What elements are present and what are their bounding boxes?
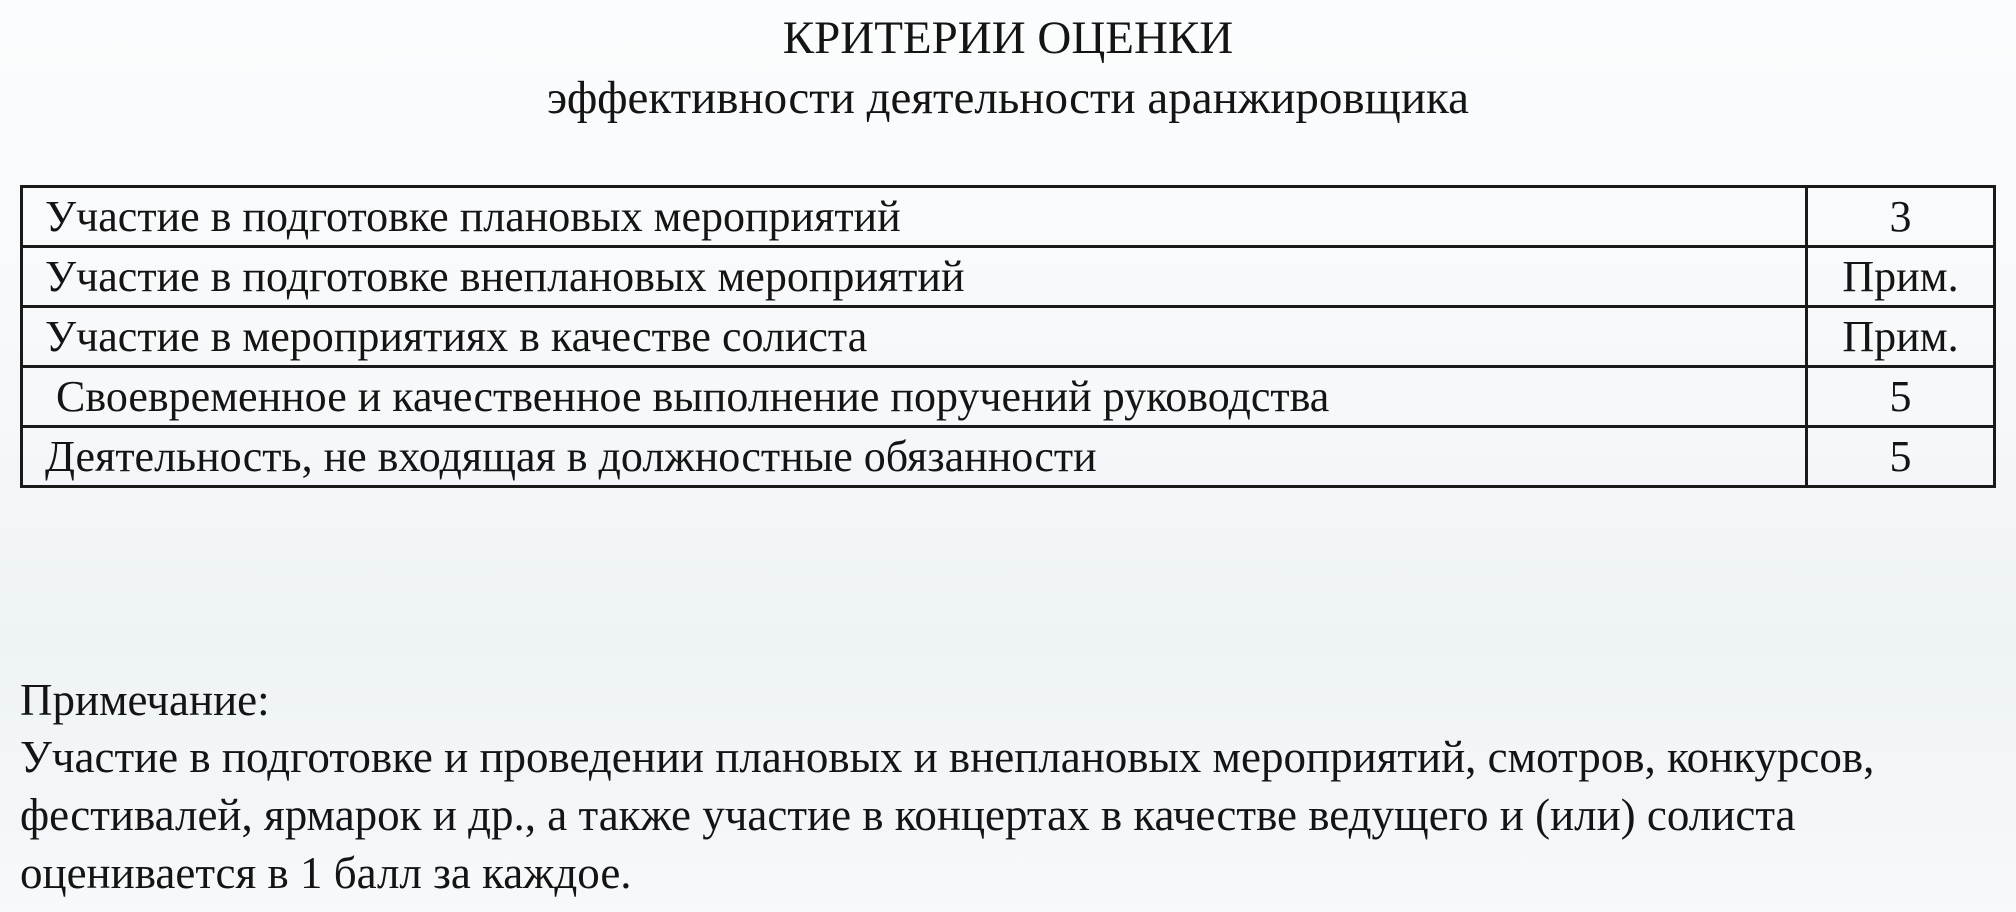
criterion-cell: Участие в мероприятиях в качестве солиста: [22, 307, 1807, 367]
table-row: [22, 427, 1995, 487]
document-title: КРИТЕРИИ ОЦЕНКИ: [782, 12, 1234, 64]
table-row: [22, 367, 1995, 427]
note-text: Участие в подготовке и проведении плановых и внеплановых мероприятий, смотров, конкурсов, фестивалей, ярмарок и др., а также участие в концертах в качестве ведущего и (или) солиста оценивается в 1 балл за каждое.: [20, 732, 1875, 898]
criteria-table: [20, 185, 1996, 488]
criterion-cell: Участие в подготовке внеплановых мероприятий: [22, 247, 1807, 307]
score-cell: 5: [1807, 427, 1995, 487]
score-cell: 3: [1807, 187, 1995, 247]
criterion-cell: Деятельность, не входящая в должностные обязанности: [22, 427, 1807, 487]
score-cell: Прим.: [1807, 307, 1995, 367]
table-row: [22, 307, 1995, 367]
table-row: [22, 187, 1995, 247]
score-cell: Прим.: [1807, 247, 1995, 307]
criterion-cell: Участие в подготовке плановых мероприятий: [22, 187, 1807, 247]
document-subtitle: эффективности деятельности аранжировщика: [547, 72, 1469, 124]
table-row: [22, 247, 1995, 307]
note-label: Примечание:: [20, 675, 270, 725]
score-cell: 5: [1807, 367, 1995, 427]
criterion-cell: Своевременное и качественное выполнение поручений руководства: [22, 367, 1807, 427]
